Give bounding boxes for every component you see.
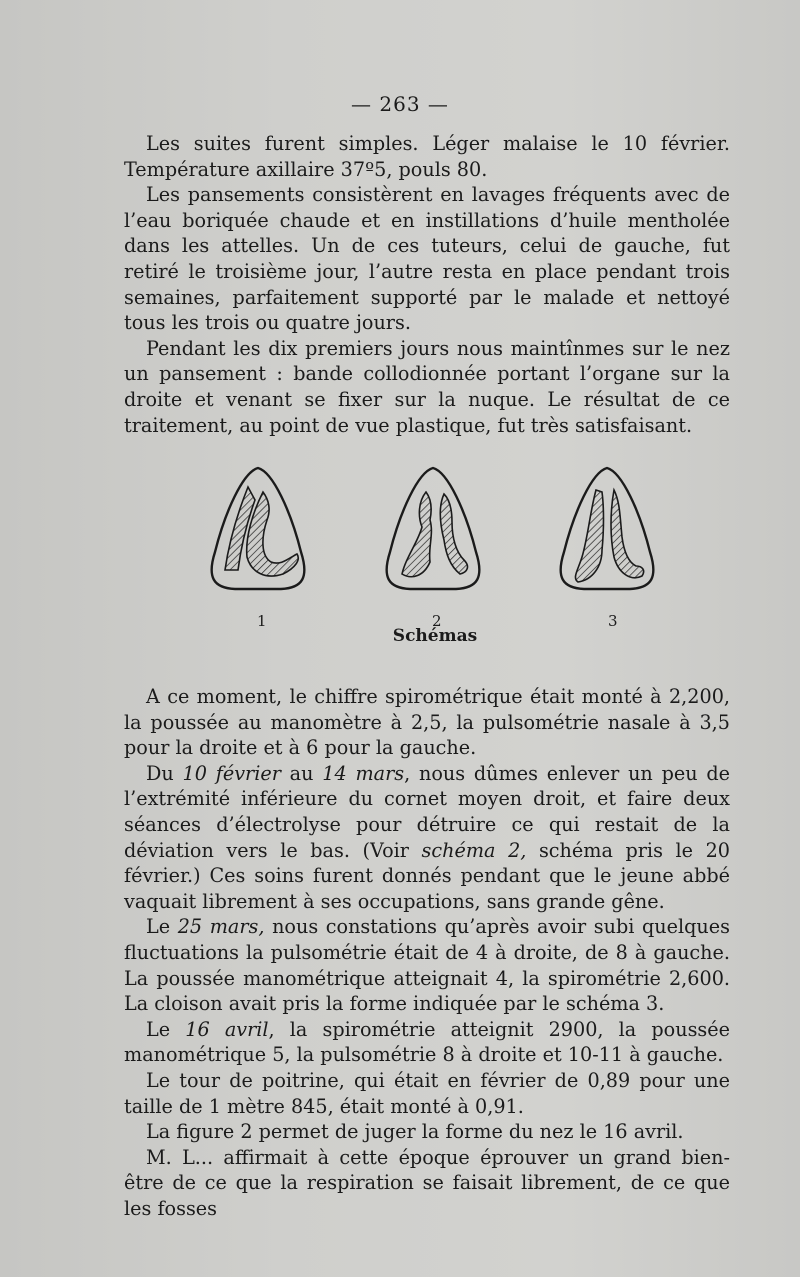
paragraph-2: Les pansements consistèrent en lavages fréquents avec de l’eau boriquée chaude et en instillations d’huile mentholée dans les attelles. Un de ces tuteurs, celui de gauche, fut retiré le troisième jour, l’autre resta en place pendant trois semaines, parfaitement supporté par le malade et nettoyé tous les trois ou quatre jours. — [124, 183, 730, 335]
date-italic: 16 avril — [185, 1017, 269, 1041]
paragraph-4: A ce moment, le chiffre spirométrique était monté à 2,200, la poussée au manomètre à 2,5, la pulsométrie nasale à 3,5 pour la droite et à 6 pour la gauche. — [124, 685, 730, 760]
text-block-bottom — [124, 684, 730, 1221]
page-number: — 263 — — [351, 92, 449, 116]
date-italic: 10 février — [182, 761, 281, 785]
schema-ref-italic: schéma 2, — [421, 838, 527, 862]
paragraph-7: Le 16 avril, la spirométrie atteignit 2900, la poussée manométrique 5, la pulsométrie 8 à droite et 10-11 à gauche. — [124, 1017, 730, 1067]
figure-caption: Schémas — [392, 626, 478, 646]
paragraph-3: Pendant les dix premiers jours nous maintînmes sur le nez un pansement : bande collodionnée portant l’organe sur la droite et venant se fixer sur la nuque. Le résultat de ce traitement, au point de vue plastique, fut très satisfaisant. — [124, 336, 730, 437]
nose-schema-2 — [378, 462, 488, 592]
paragraph-8: Le tour de poitrine, qui était en février de 0,89 pour une taille de 1 mètre 845, était monté à 0,91. — [124, 1068, 730, 1118]
date-italic: 14 mars — [322, 761, 405, 785]
figure-label-2: 2 — [432, 612, 442, 630]
paragraph-9: La figure 2 permet de juger la forme du nez le 16 avril. — [146, 1120, 684, 1144]
figure-label-1: 1 — [257, 612, 267, 630]
nose-schema-3 — [552, 462, 662, 592]
schema-figures — [0, 462, 800, 672]
paragraph-6: Le 25 mars, nous constations qu’après avoir subi quelques fluctuations la pulsométrie était de 4 à droite, de 8 à gauche. La poussée manométrique atteignait 4, la spirométrie 2,600. La cloison avait pris la forme indiquée par le schéma 3. — [124, 915, 730, 1016]
nose-schema-1 — [203, 462, 313, 592]
figure-label-3: 3 — [608, 612, 618, 630]
date-italic: 25 mars, — [177, 915, 265, 939]
paragraph-1: Les suites furent simples. Léger malaise le 10 février. Température axillaire 37º5, pouls 80. — [124, 132, 730, 181]
text-block-top — [124, 131, 730, 438]
paragraph-5: Du 10 février au 14 mars, nous dûmes enlever un peu de l’extrémité inférieure du cornet moyen droit, et faire deux séances d’électrolyse pour détruire ce qui restait de la déviation vers le bas. (Voir schéma 2, schéma pris le 20 février.) Ces soins furent donnés pendant que le jeune abbé vaquait librement à ses occupations, sans grande gêne. — [124, 761, 730, 913]
paragraph-10: M. L... affirmait à cette époque éprouver un grand bien-être de ce que la respiration se faisait librement, de ce que les fosses — [124, 1145, 730, 1220]
